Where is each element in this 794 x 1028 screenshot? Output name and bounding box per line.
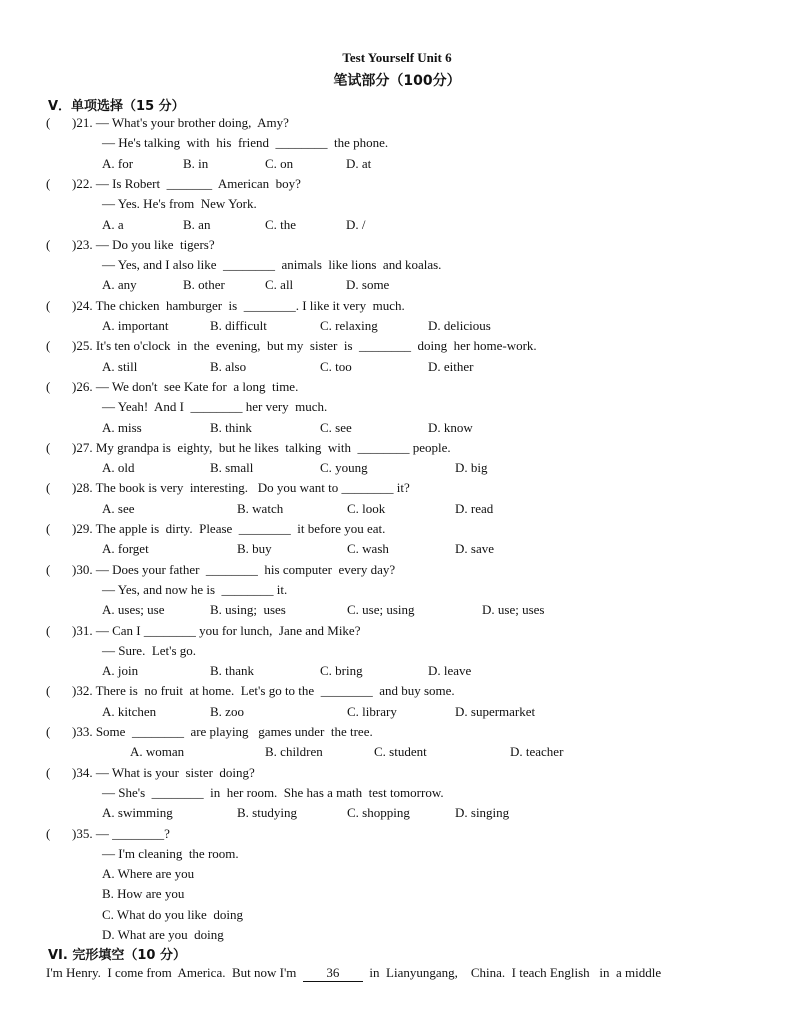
option-b[interactable]: B. think	[210, 419, 252, 435]
option-a[interactable]: A. join	[102, 663, 139, 679]
option-a[interactable]: A. for	[102, 155, 134, 171]
option-c[interactable]: C. relaxing	[320, 318, 378, 333]
answer-blank[interactable]: (	[46, 297, 51, 313]
question-stem: )35. — ________?	[72, 825, 170, 841]
option-c[interactable]: C. too	[320, 358, 352, 374]
question-line: — Yes, and now he is ________ it.	[102, 581, 288, 597]
option-c[interactable]: C. look	[347, 500, 386, 516]
answer-blank[interactable]: (	[46, 724, 51, 739]
option-d[interactable]: D. know	[428, 419, 473, 435]
option-a[interactable]: A. see	[102, 500, 135, 516]
option-d[interactable]: D. use; uses	[482, 602, 545, 618]
answer-blank[interactable]: (	[46, 115, 51, 130]
question-stem: )34. — What is your sister doing?	[72, 764, 255, 780]
option-c[interactable]: C. see	[320, 419, 352, 435]
option-a[interactable]: A. still	[102, 358, 138, 374]
option-b[interactable]: B. studying	[237, 805, 297, 821]
option-d[interactable]: D. singing	[455, 805, 510, 821]
answer-blank[interactable]: (	[46, 175, 51, 191]
question-line: — I'm cleaning the room.	[102, 845, 239, 861]
answer-blank[interactable]: (	[46, 521, 51, 536]
option-a[interactable]: A. important	[102, 318, 169, 333]
option-d[interactable]: D. save	[455, 541, 494, 557]
option-b[interactable]: B. watch	[237, 500, 284, 516]
question-line: — Yes, and I also like ________ animals like lions and koalas.	[102, 257, 442, 273]
question-stem: )28. The book is very interesting. Do you want to ________ it?	[72, 480, 410, 496]
test-title: Test Yourself Unit 6	[342, 50, 452, 65]
answer-blank[interactable]: (	[46, 622, 51, 638]
question-line: — Sure. Let's go.	[102, 642, 197, 658]
option-a[interactable]: A. kitchen	[102, 703, 157, 719]
option-c[interactable]: C. library	[347, 703, 397, 719]
option-a[interactable]: A. a	[102, 216, 124, 232]
option-a[interactable]: A. forget	[102, 541, 149, 557]
option-c[interactable]: C. use; using	[347, 602, 415, 618]
option-b[interactable]: B. also	[210, 358, 247, 374]
test-subtitle: 笔试部分（100分）	[333, 73, 461, 89]
option-d[interactable]: D. big	[455, 460, 488, 476]
option-c[interactable]: C. What do you like doing	[102, 906, 243, 922]
answer-blank[interactable]: (	[46, 480, 51, 496]
option-a[interactable]: A. swimming	[102, 805, 173, 821]
option-b[interactable]: B. buy	[237, 541, 272, 557]
option-b[interactable]: B. other	[183, 277, 225, 293]
option-a[interactable]: A. miss	[102, 419, 142, 435]
option-b[interactable]: B. children	[265, 744, 323, 760]
option-b[interactable]: B. thank	[210, 663, 255, 679]
option-b[interactable]: B. using; uses	[210, 602, 286, 618]
question-stem: )24. The chicken hamburger is ________. I like it very much.	[72, 297, 405, 313]
option-b[interactable]: B. an	[183, 216, 211, 232]
option-d[interactable]: D. delicious	[428, 318, 491, 333]
passage-text-start: I'm Henry. I come from America. But now I'm	[46, 965, 303, 980]
answer-blank[interactable]: (	[46, 764, 51, 780]
option-a[interactable]: A. old	[102, 460, 135, 476]
question-stem: )22. — Is Robert _______ American boy?	[72, 175, 301, 191]
question-stem: )30. — Does your father ________ his computer every day?	[72, 561, 396, 577]
option-b[interactable]: B. zoo	[210, 703, 244, 719]
question-stem: )27. My grandpa is eighty, but he likes talking with ________ people.	[72, 439, 451, 455]
option-c[interactable]: C. the	[265, 216, 297, 232]
answer-blank[interactable]: (	[46, 683, 51, 699]
question-stem: )23. — Do you like tigers?	[72, 236, 215, 252]
option-d[interactable]: D. teacher	[510, 744, 564, 760]
question-stem: )29. The apple is dirty. Please ________ it before you eat.	[72, 521, 386, 536]
option-d[interactable]: D. either	[428, 358, 474, 374]
question-stem: )32. There is no fruit at home. Let's go to the ________ and buy some.	[72, 683, 455, 699]
option-a[interactable]: A. uses; use	[102, 602, 165, 618]
question-stem: )31. — Can I ________ you for lunch, Jane and Mike?	[72, 622, 361, 638]
question-stem: )21. — What's your brother doing, Amy?	[72, 115, 289, 130]
answer-blank[interactable]: (	[46, 378, 51, 394]
option-c[interactable]: C. shopping	[347, 805, 410, 821]
option-c[interactable]: C. young	[320, 460, 368, 476]
option-d[interactable]: D. What are you doing	[102, 927, 224, 942]
passage-blank-36[interactable]: 36	[303, 965, 363, 982]
option-a[interactable]: A. Where are you	[102, 866, 195, 882]
option-d[interactable]: D. at	[346, 155, 372, 171]
option-c[interactable]: C. bring	[320, 663, 363, 679]
question-line: — He's talking with his friend ________ the phone.	[102, 135, 389, 151]
question-line: — Yes. He's from New York.	[102, 196, 257, 212]
option-c[interactable]: C. on	[265, 155, 294, 171]
option-d[interactable]: D. /	[346, 216, 366, 232]
option-c[interactable]: C. all	[265, 277, 294, 293]
option-d[interactable]: D. some	[346, 277, 390, 293]
option-d[interactable]: D. leave	[428, 663, 472, 679]
answer-blank[interactable]: (	[46, 439, 51, 455]
question-stem: )33. Some ________ are playing games under the tree.	[72, 724, 373, 739]
question-line: — Yeah! And I ________ her very much.	[102, 399, 328, 415]
option-a[interactable]: A. woman	[130, 744, 185, 760]
option-d[interactable]: D. read	[455, 500, 494, 516]
option-b[interactable]: B. difficult	[210, 318, 267, 333]
option-d[interactable]: D. supermarket	[455, 703, 536, 719]
question-stem: )26. — We don't see Kate for a long time.	[72, 378, 299, 394]
answer-blank[interactable]: (	[46, 338, 51, 354]
question-line: — She's ________ in her room. She has a math test tomorrow.	[102, 784, 444, 800]
section-title-cloze: VI. 完形填空（10 分）	[48, 948, 186, 963]
option-b[interactable]: B. How are you	[102, 886, 185, 902]
answer-blank[interactable]: (	[46, 561, 51, 577]
cloze-passage	[46, 965, 661, 982]
option-a[interactable]: A. any	[102, 277, 137, 293]
question-stem: )25. It's ten o'clock in the evening, but my sister is ________ doing her home-work.	[72, 338, 537, 354]
section-title-single-choice: V．单项选择（15 分）	[48, 99, 185, 114]
option-c[interactable]: C. wash	[347, 541, 389, 557]
answer-blank[interactable]: (	[46, 825, 51, 841]
option-b[interactable]: B. in	[183, 155, 209, 171]
answer-blank[interactable]: (	[46, 236, 51, 252]
option-b[interactable]: B. small	[210, 460, 254, 476]
option-c[interactable]: C. student	[374, 744, 427, 760]
passage-text-end: in Lianyungang, China. I teach English in a middle	[362, 965, 662, 980]
